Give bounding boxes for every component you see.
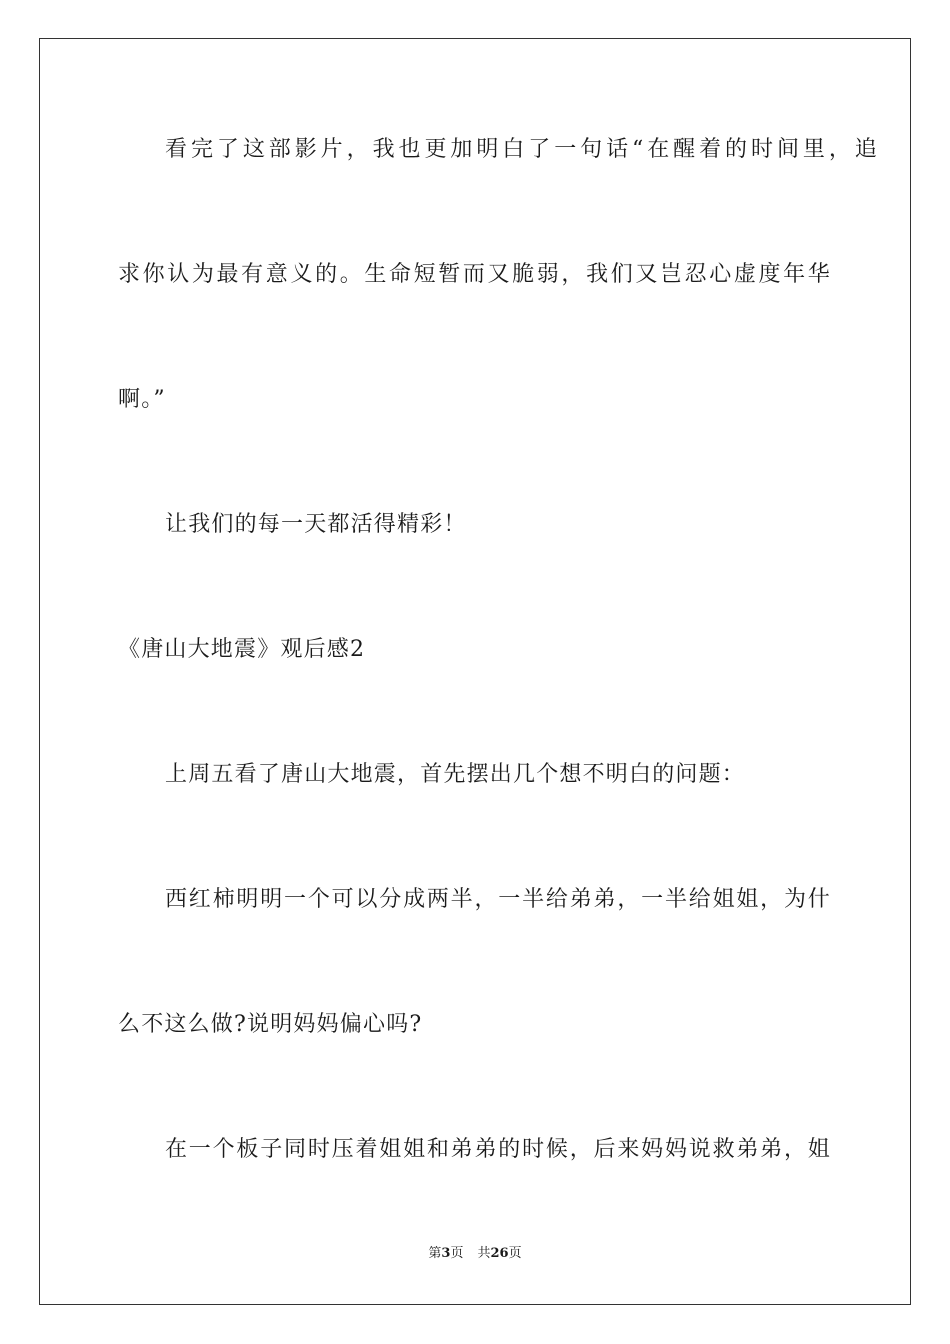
paragraph-line-6: 上周五看了唐山大地震，首先摆出几个想不明白的问题： — [165, 762, 746, 787]
paragraph-line-2: 求你认为最有意义的。生命短暂而又脆弱，我们又岂忍心虚度年华 — [118, 262, 831, 287]
footer-page-prefix: 第 — [428, 1246, 442, 1261]
footer-total-unit: 页 — [508, 1246, 522, 1261]
page-footer — [0, 1245, 950, 1263]
paragraph-line-8: 么不这么做?说明妈妈偏心吗? — [118, 1012, 423, 1037]
footer-total-prefix: 共 — [477, 1246, 491, 1261]
page-border — [39, 38, 911, 1305]
footer-page-current: 3 — [441, 1246, 451, 1261]
paragraph-line-4: 让我们的每一天都活得精彩！ — [165, 512, 467, 537]
paragraph-line-9: 在一个板子同时压着姐姐和弟弟的时候，后来妈妈说救弟弟，姐 — [165, 1137, 831, 1162]
footer-page-total: 26 — [490, 1246, 509, 1261]
footer-page-unit: 页 — [450, 1246, 464, 1261]
paragraph-line-7: 西红柿明明一个可以分成两半，一半给弟弟，一半给姐姐，为什 — [165, 887, 831, 912]
section-title: 《唐山大地震》观后感2 — [118, 637, 366, 662]
paragraph-line-3: 啊。” — [118, 387, 166, 412]
paragraph-line-1: 看完了这部影片，我也更加明白了一句话“在醒着的时间里，追 — [165, 137, 878, 162]
